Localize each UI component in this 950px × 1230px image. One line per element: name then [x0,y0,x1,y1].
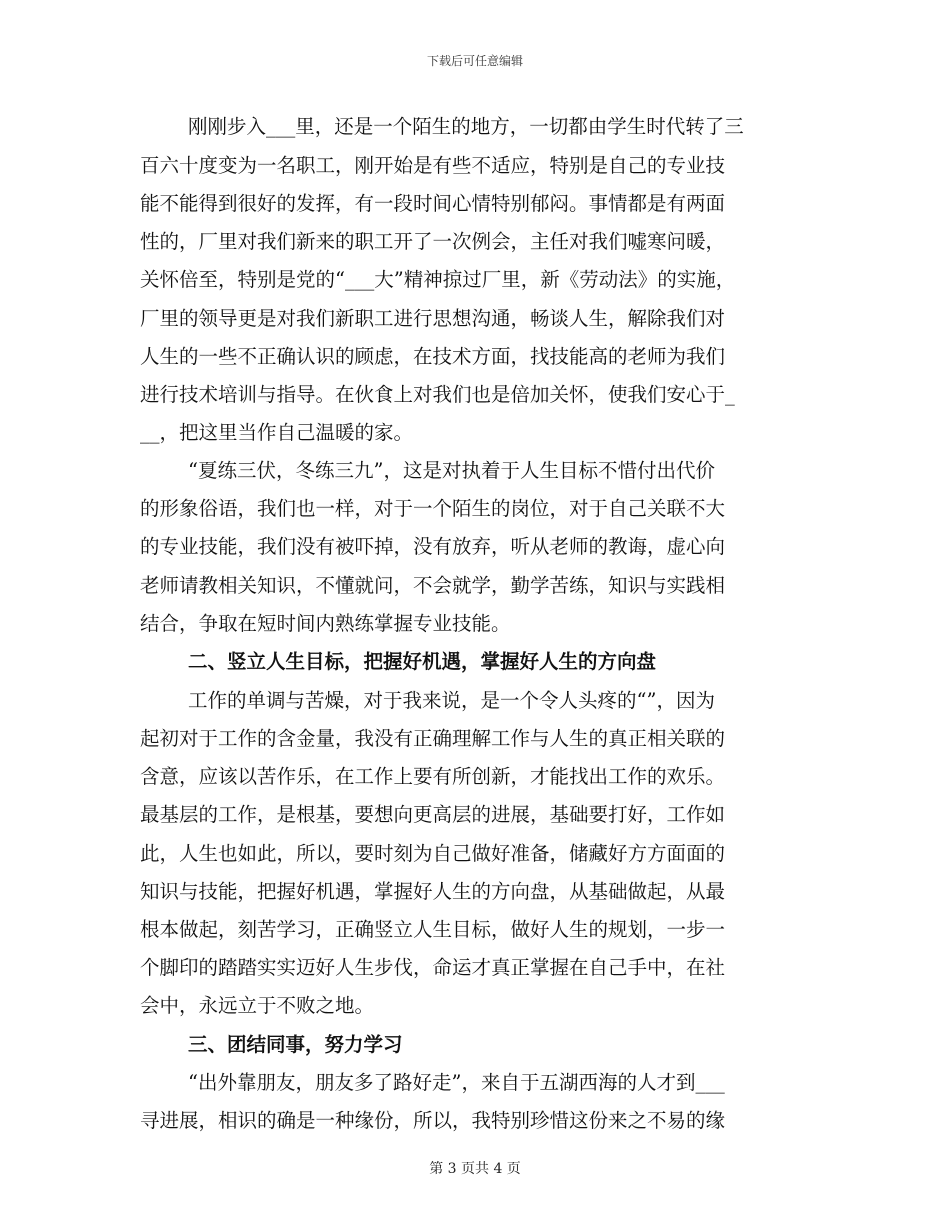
body-line: 的专业技能，我们没有被吓掉，没有放弃，听从老师的教诲，虚心向 [140,535,726,558]
body-line: 个脚印的踏踏实实迈好人生步伐，命运才真正掌握在自己手中，在社 [140,956,726,979]
body-line: 知识与技能，把握好机遇，掌握好人生的方向盘，从基础做起，从最 [140,880,726,903]
body-line: 能不能得到很好的发挥，有一段时间心情特别郁闷。事情都是有两面 [140,192,726,215]
body-line: 根本做起，刻苦学习，正确竖立人生目标，做好人生的规划，一步一 [140,918,726,941]
body-line: 关怀倍至，特别是党的“___大”精神掠过厂里，新《劳动法》的实施， [140,268,736,291]
body-line: 会中，永远立于不败之地。 [140,994,375,1017]
body-line: 人生的一些不正确认识的顾虑，在技术方面，找技能高的老师为我们 [140,345,726,368]
page-footer: 第 3 页共 4 页 [429,1161,521,1177]
body-line: 工作的单调与苦燥，对于我来说，是一个令人头疼的“”，因为 [188,689,715,712]
body-line: 刚刚步入___里，还是一个陌生的地方，一切都由学生时代转了三 [188,115,744,138]
page-header: 下载后可任意编辑 [426,54,523,68]
body-line: 寻进展，相识的确是一种缘份，所以，我特别珍惜这份来之不易的缘 [140,1109,726,1132]
body-line: 结合，争取在短时间内熟练掌握专业技能。 [140,612,511,635]
section-heading: 二、竖立人生目标，把握好机遇，掌握好人生的方向盘 [188,650,657,673]
body-line: 厂里的领导更是对我们新职工进行思想沟通，畅谈人生，解除我们对 [140,307,726,330]
body-line: “出外靠朋友，朋友多了路好走”，来自于五湖西海的人才到___ [188,1071,725,1094]
body-line: 百六十度变为一名职工，刚开始是有些不适应，特别是自己的专业技 [140,154,726,177]
body-line: 的形象俗语，我们也一样，对于一个陌生的岗位，对于自己关联不大 [140,497,726,520]
body-line: 起初对于工作的含金量，我没有正确理解工作与人生的真正相关联的 [140,727,726,750]
section-heading: 三、团结同事，努力学习 [188,1033,403,1056]
body-line: 老师请教相关知识，不懂就问，不会就学，勤学苦练，知识与实践相 [140,574,726,597]
body-line: 最基层的工作，是根基，要想向更高层的进展，基础要打好，工作如 [140,803,726,826]
body-line: 性的，厂里对我们新来的职工开了一次例会，主任对我们嘘寒问暖， [140,230,726,253]
body-line: 含意，应该以苦作乐，在工作上要有所创新，才能找出工作的欢乐。 [140,765,726,788]
body-line: __，把这里当作自己温暖的家。 [140,421,414,444]
body-line: “夏练三伏，冬练三九”，这是对执着于人生目标不惜付出代价 [188,459,715,482]
body-line: 进行技术培训与指导。在伙食上对我们也是倍加关怀，使我们安心于_ [140,383,735,406]
body-line: 此，人生也如此，所以，要时刻为自己做好准备，储藏好方方面面的 [140,842,726,865]
